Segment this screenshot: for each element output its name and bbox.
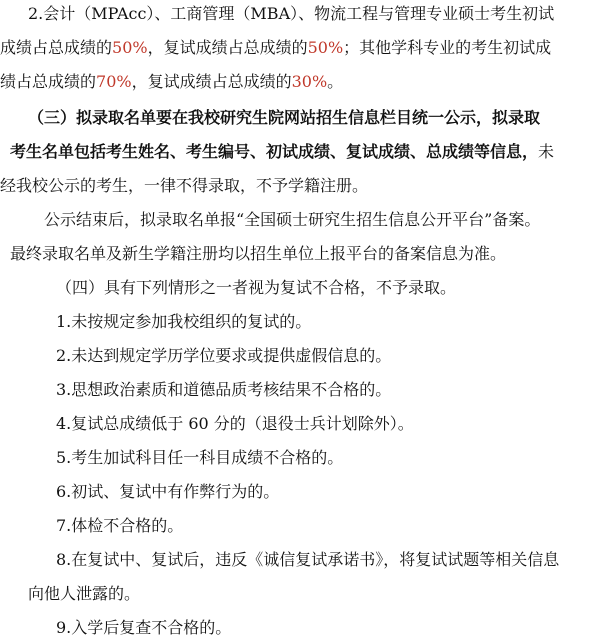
list-item: 2.未达到规定学历学位要求或提供虚假信息的。 [56,346,392,365]
public-notice-line2: 最终录取名单及新生学籍注册均以招生单位上报平台的备案信息为准。 [10,244,507,263]
public-notice-line1: 公示结束后，拟录取名单报“全国硕士研究生招生信息公开平台”备案。 [44,210,541,229]
section2-line2: 成绩占总成绩的50%，复试成绩占总成绩的50%；其他学科专业的考生初试成 [0,38,552,57]
list-item: 8.在复试中、复试后，违反《诚信复试承诺书》，将复试试题等相关信息 [56,550,560,569]
list-item: 6.初试、复试中有作弊行为的。 [56,482,280,501]
section4-heading: （四）具有下列情形之一者视为复试不合格，不予录取。 [56,278,457,297]
list-item: 4.复试总成绩低于 60 分的（退役士兵计划除外）。 [56,414,414,433]
list-item: 3.思想政治素质和道德品质考核结果不合格的。 [56,380,392,399]
list-item: 7.体检不合格的。 [56,516,184,535]
section3-line3: 经我校公示的考生，一律不得录取，不予学籍注册。 [0,176,369,195]
percent-value: 50% [112,38,148,57]
list-item-continuation: 向他人泄露的。 [28,584,141,603]
list-item: 1.未按规定参加我校组织的复试的。 [56,312,312,331]
section3-line2: 考生名单包括考生姓名、考生编号、初试成绩、复试成绩、总成绩等信息，未 [10,142,555,161]
section2-line3: 绩占总成绩的70%，复试成绩占总成绩的30%。 [0,72,344,91]
percent-value: 30% [291,72,328,91]
section3-heading: （三）拟录取名单要在我校研究生院网站招生信息栏目统一公示，拟录取 [28,108,541,127]
list-item: 5.考生加试科目任一科目成绩不合格的。 [56,448,344,467]
section2-line1: 2.会计（MPAcc）、工商管理（MBA）、物流工程与管理专业硕士考生初试 [28,4,555,23]
percent-value: 50% [307,38,344,57]
list-item: 9.入学后复查不合格的。 [56,618,232,637]
percent-value: 70% [96,72,132,91]
